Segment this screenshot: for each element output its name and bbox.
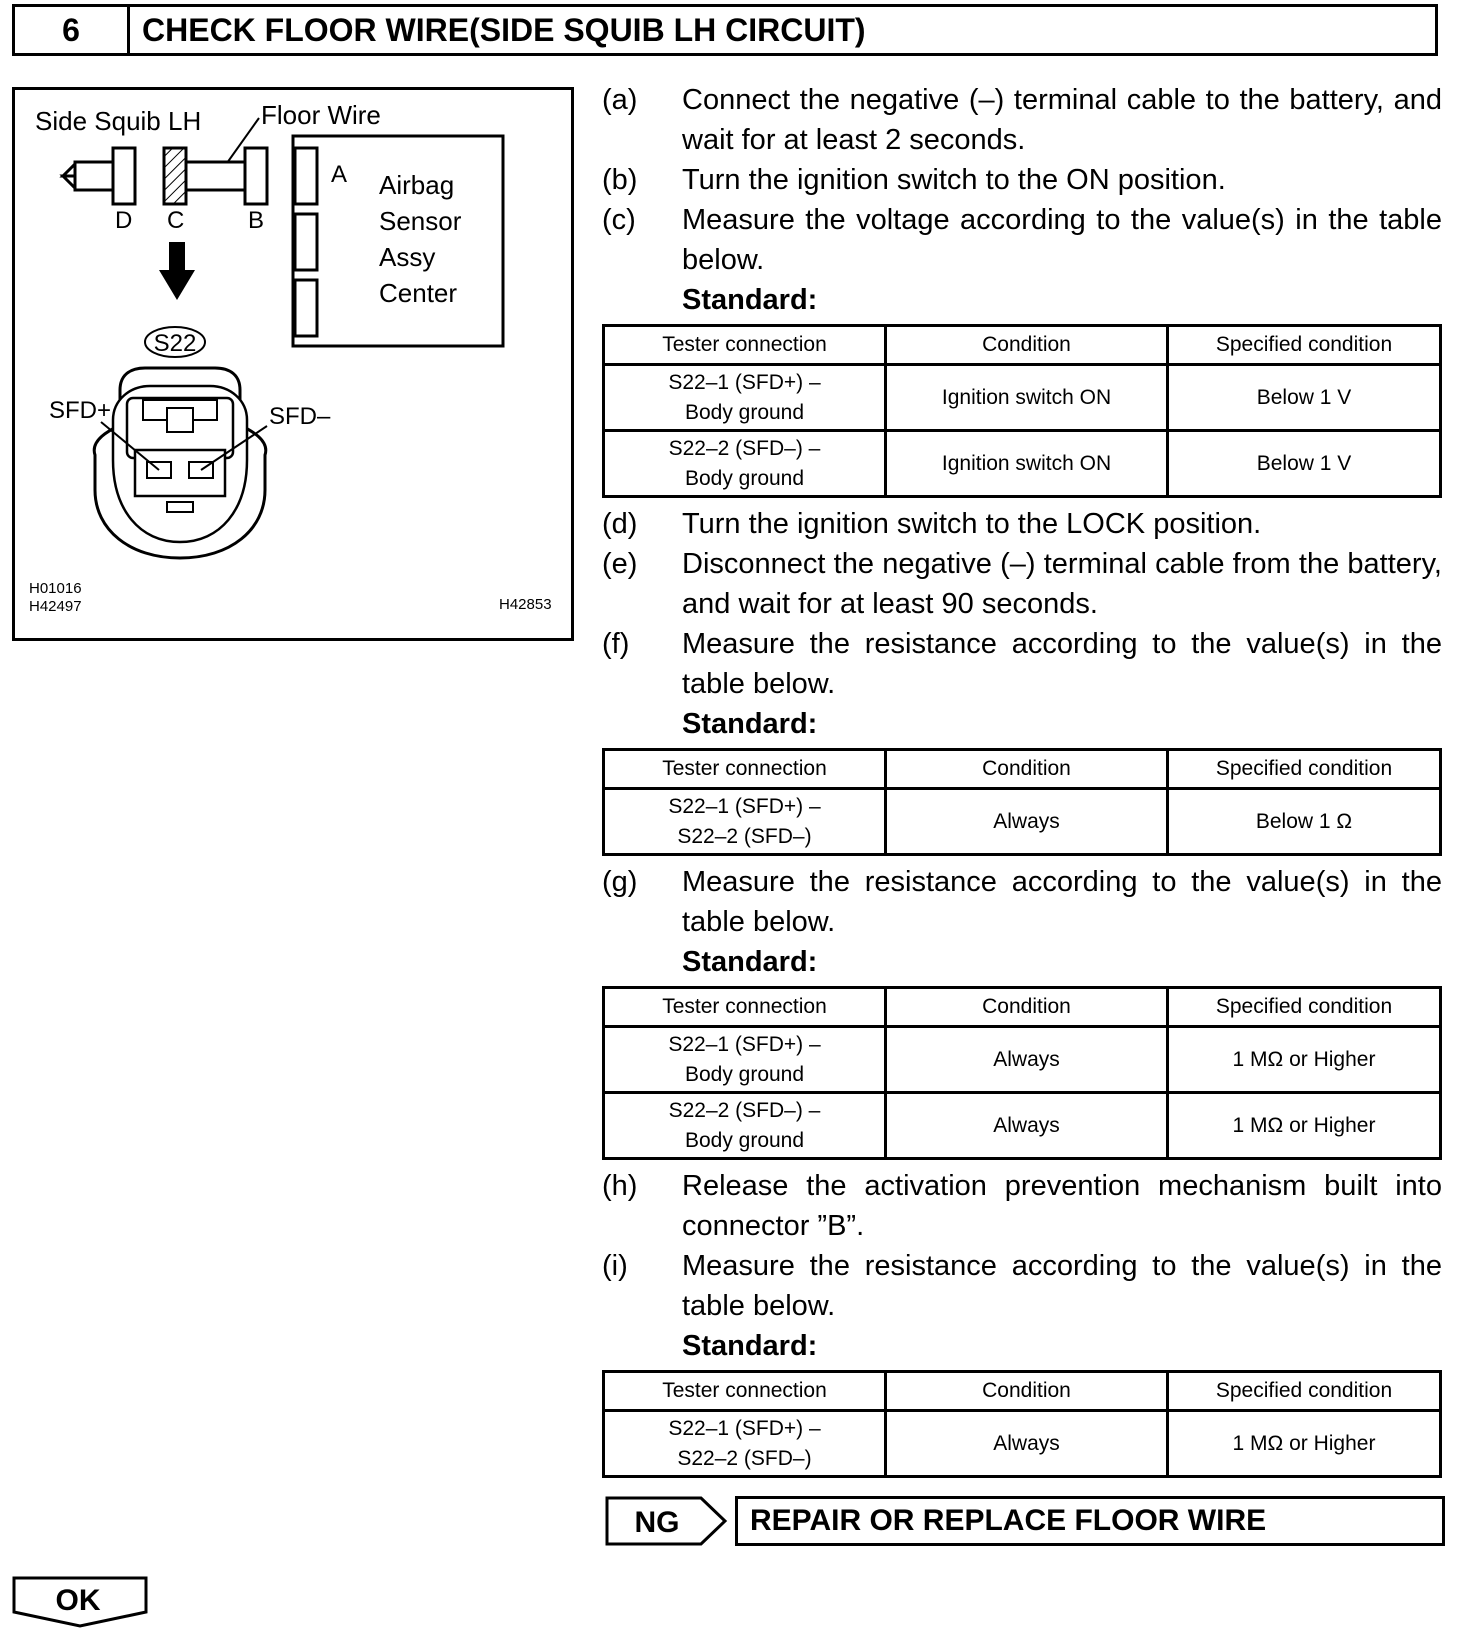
step-text: Measure the resistance according to the value(s) in the table below. (682, 866, 1442, 938)
col-specified-condition: Specified condition (1168, 750, 1441, 789)
figure-code-3: H42853 (499, 596, 552, 613)
figure-code-2: H42497 (29, 598, 82, 615)
standard-label: Standard: (682, 708, 818, 740)
step-label: (i) (602, 1250, 628, 1282)
col-condition: Condition (886, 988, 1168, 1027)
pin-minus-label: SFD– (269, 403, 331, 430)
pin-plus-label: SFD+ (49, 397, 112, 424)
table-row (604, 365, 1441, 431)
spec-cell: 1 MΩ or Higher (1168, 1411, 1441, 1477)
arrow-down-icon (159, 242, 195, 300)
connector-c (164, 148, 186, 204)
col-specified-condition: Specified condition (1168, 1372, 1441, 1411)
step-h (602, 1166, 1442, 1246)
step-text: Measure the resistance according to the value(s) in the table below. (682, 1250, 1442, 1322)
connector-diagram (12, 87, 574, 641)
label-b: B (248, 207, 265, 234)
airbag-line-3: Assy (379, 242, 436, 272)
step-text: Turn the ignition switch to the LOCK position. (682, 508, 1262, 540)
airbag-line-4: Center (379, 278, 458, 308)
label-d: D (115, 207, 133, 234)
step-label: (g) (602, 866, 638, 898)
resistance-table-1 (602, 748, 1442, 856)
squib-connector-d (63, 148, 135, 204)
spec-cell: Below 1 Ω (1168, 789, 1441, 855)
standard-label: Standard: (682, 284, 818, 316)
side-squib-label: Side Squib LH (35, 106, 202, 136)
col-tester-connection: Tester connection (604, 326, 886, 365)
col-condition: Condition (886, 750, 1168, 789)
ng-arrow-box (605, 1496, 729, 1546)
voltage-table (602, 324, 1442, 498)
table-row (604, 431, 1441, 497)
tester-connection-cell: S22–2 (SFD–) – Body ground (604, 1093, 886, 1159)
step-label: (a) (602, 84, 638, 116)
col-tester-connection: Tester connection (604, 750, 886, 789)
col-specified-condition: Specified condition (1168, 326, 1441, 365)
connector-id: S22 (153, 330, 197, 357)
standard-label: Standard: (682, 1330, 818, 1362)
condition-cell: Ignition switch ON (886, 365, 1168, 431)
col-specified-condition: Specified condition (1168, 988, 1441, 1027)
col-condition: Condition (886, 1372, 1168, 1411)
floor-wire-label: Floor Wire (261, 100, 381, 130)
airbag-sensor-box (293, 136, 503, 346)
spec-cell: 1 MΩ or Higher (1168, 1027, 1441, 1093)
spec-cell: Below 1 V (1168, 431, 1441, 497)
step-number: 6 (15, 7, 130, 53)
step-text: Release the activation prevention mechanism built into connector ”B”. (682, 1170, 1442, 1242)
step-c (602, 200, 1442, 280)
ng-result-row (605, 1496, 1445, 1546)
condition-cell: Ignition switch ON (886, 431, 1168, 497)
tester-connection-cell: S22–1 (SFD+) – Body ground (604, 365, 886, 431)
ok-label: OK (55, 1584, 101, 1617)
airbag-line-1: Airbag (379, 170, 455, 200)
tester-connection-cell: S22–1 (SFD+) – S22–2 (SFD–) (604, 789, 886, 855)
ok-arrow-box (12, 1576, 148, 1628)
label-c: C (167, 207, 185, 234)
spec-cell: Below 1 V (1168, 365, 1441, 431)
step-title: CHECK FLOOR WIRE(SIDE SQUIB LH CIRCUIT) (142, 11, 866, 48)
step-label: (f) (602, 628, 630, 660)
col-tester-connection: Tester connection (604, 988, 886, 1027)
col-condition: Condition (886, 326, 1168, 365)
floor-wire-connector-b (186, 148, 267, 204)
col-tester-connection: Tester connection (604, 1372, 886, 1411)
step-text: Disconnect the negative (–) terminal cable from the battery, and wait for at least 90 seconds. (682, 548, 1442, 620)
step-b (602, 160, 1442, 200)
spec-cell: 1 MΩ or Higher (1168, 1093, 1441, 1159)
table-row (604, 1093, 1441, 1159)
step-header (12, 4, 1438, 56)
table-row (604, 1027, 1441, 1093)
resistance-table-3 (602, 1370, 1442, 1478)
step-text: Measure the voltage according to the value(s) in the table below. (682, 204, 1442, 276)
step-a (602, 80, 1442, 160)
step-g (602, 862, 1442, 942)
step-label: (h) (602, 1170, 638, 1202)
ng-action: REPAIR OR REPLACE FLOOR WIRE (735, 1496, 1445, 1546)
ng-label: NG (634, 1506, 680, 1539)
step-label: (d) (602, 508, 638, 540)
figure-code-1: H01016 (29, 580, 82, 597)
tester-connection-cell: S22–2 (SFD–) – Body ground (604, 431, 886, 497)
step-label: (e) (602, 548, 638, 580)
step-e (602, 544, 1442, 624)
step-text: Turn the ignition switch to the ON position. (682, 164, 1226, 196)
label-a: A (331, 161, 348, 188)
step-label: (c) (602, 204, 636, 236)
step-d (602, 504, 1442, 544)
procedure-steps (602, 80, 1442, 1484)
condition-cell: Always (886, 1093, 1168, 1159)
tester-connection-cell: S22–1 (SFD+) – Body ground (604, 1027, 886, 1093)
condition-cell: Always (886, 1027, 1168, 1093)
table-row (604, 789, 1441, 855)
s22-connector-face (94, 368, 266, 558)
condition-cell: Always (886, 1411, 1168, 1477)
step-i (602, 1246, 1442, 1326)
airbag-line-2: Sensor (379, 206, 462, 236)
table-row (604, 1411, 1441, 1477)
tester-connection-cell: S22–1 (SFD+) – S22–2 (SFD–) (604, 1411, 886, 1477)
step-text: Connect the negative (–) terminal cable to the battery, and wait for at least 2 seconds. (682, 84, 1442, 156)
resistance-table-2 (602, 986, 1442, 1160)
standard-label: Standard: (682, 946, 818, 978)
condition-cell: Always (886, 789, 1168, 855)
step-f (602, 624, 1442, 704)
step-label: (b) (602, 164, 638, 196)
step-text: Measure the resistance according to the value(s) in the table below. (682, 628, 1442, 700)
